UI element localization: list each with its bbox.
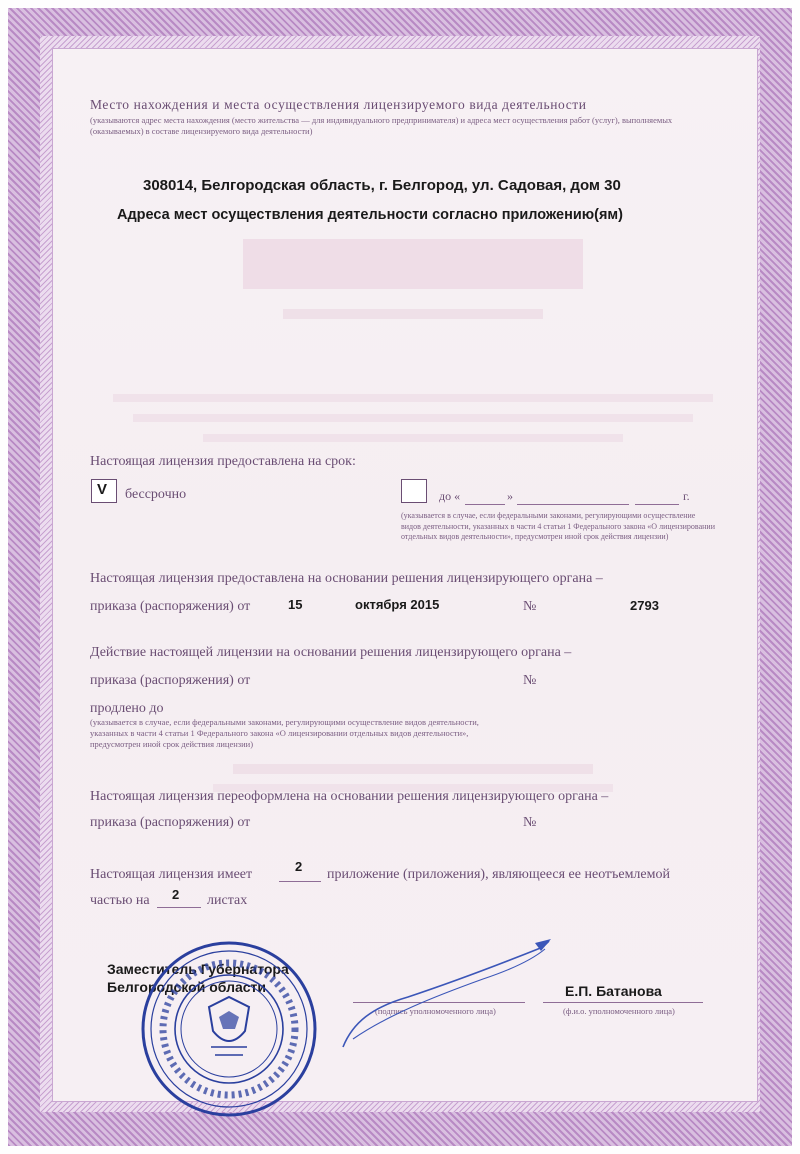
basis-day: 15	[288, 597, 303, 612]
appendix-sheets-line	[157, 907, 201, 908]
reissue-number-label: №	[523, 815, 537, 830]
appendix-count-line	[279, 881, 321, 882]
location-heading: Место нахождения и места осуществления лицензируемого вида деятельности	[90, 97, 587, 112]
term-title: Настоящая лицензия предоставлена на срок:	[90, 454, 356, 469]
until-year-line	[635, 504, 679, 505]
until-checkbox	[401, 479, 427, 503]
appendix-suffix: приложение (приложения), являющееся ее неотъемлемой	[327, 867, 670, 882]
until-year-suffix: г.	[683, 489, 690, 503]
appendix-part-label: частью на	[90, 893, 150, 908]
reissue-line-1: Настоящая лицензия переоформлена на основании решения лицензирующего органа –	[90, 789, 609, 804]
until-quote: »	[507, 489, 513, 503]
basis-month-year: октября 2015	[355, 597, 440, 612]
address-line-2: Адреса мест осуществления деятельности согласно приложению(ям)	[117, 207, 623, 223]
appendix-sheets: 2	[172, 887, 180, 902]
signatory-position-line-1: Заместитель Губернатора	[107, 961, 289, 977]
extension-number-label: №	[523, 673, 537, 688]
basis-line-1: Настоящая лицензия предоставлена на основании решения лицензирующего органа –	[90, 571, 603, 586]
signature-caption: (подпись уполномоченного лица)	[375, 1006, 496, 1016]
location-heading-note: (указываются адрес места нахождения (место жительства — для индивидуального предпринимателя) и адреса мест осуществления работ (услуг), выполняемых (оказываемых) в составе лицензируемого вида деятельности)	[90, 115, 673, 136]
address-line-1: 308014, Белгородская область, г. Белгород, ул. Садовая, дом 30	[143, 177, 621, 194]
until-month-line	[517, 504, 629, 505]
appendix-prefix: Настоящая лицензия имеет	[90, 867, 253, 882]
name-caption: (ф.и.о. уполномоченного лица)	[563, 1006, 675, 1016]
appendix-sheets-label: листах	[207, 893, 248, 908]
handwritten-signature	[313, 927, 573, 1057]
official-seal-icon	[139, 939, 319, 1119]
until-day-line	[465, 504, 505, 505]
basis-number-label: №	[523, 599, 537, 614]
extension-line-2: приказа (распоряжения) от	[90, 673, 251, 688]
extension-line-1: Действие настоящей лицензии на основании решения лицензирующего органа –	[90, 645, 572, 660]
reissue-line-2: приказа (распоряжения) от	[90, 815, 251, 830]
signatory-name: Е.П. Батанова	[565, 983, 662, 999]
license-sheet	[52, 48, 758, 1102]
extended-until-label: продлено до	[90, 701, 164, 716]
signatory-position-line-2: Белгородской области	[107, 979, 266, 995]
extension-note: (указывается в случае, если федеральными законами, регулирующими осуществление видов деятельности, указанных в части 4 статьи 1 Федерального закона «О лицензировании отдельных видов деятельности», предусмотрен иной срок действия лицензии)	[90, 717, 479, 749]
check-mark: V	[97, 481, 108, 498]
until-label: до «	[439, 489, 461, 503]
appendix-count: 2	[295, 859, 303, 874]
until-note: (указывается в случае, если федеральными законами, регулирующими осуществление видов деятельности, указанных в части 4 статьи 1 Федерального закона «О лицензировании отдельных видов деятельности», предусмотрен иной срок действия лицензии)	[401, 511, 715, 541]
basis-line-2: приказа (распоряжения) от	[90, 599, 251, 614]
indefinite-label: бессрочно	[125, 487, 187, 502]
indefinite-checkbox	[91, 479, 117, 503]
basis-number: 2793	[630, 598, 659, 613]
